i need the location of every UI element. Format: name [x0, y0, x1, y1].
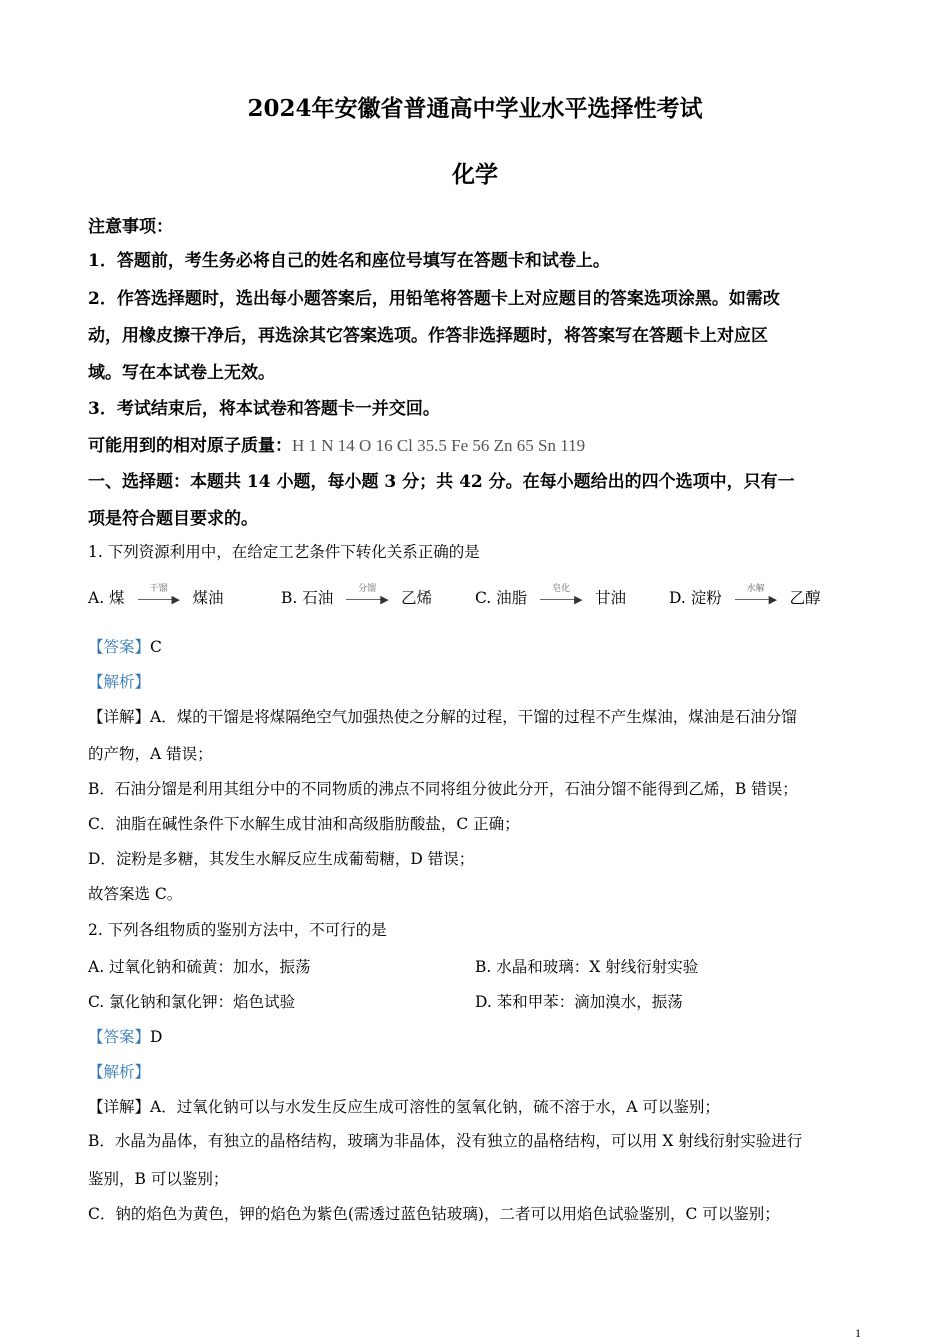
q1-detail-line-2: 的产物，A 错误；: [88, 745, 213, 763]
reaction-arrow-icon: 水解 ▶: [733, 589, 779, 609]
q2-answer: [88, 1025, 162, 1047]
q2-analysis-tag: 【解析】: [88, 1063, 151, 1081]
section-heading-line-2: 项是符合题目要求的。: [88, 509, 258, 529]
q2-option-c: C. 氯化钠和氯化钾：焰色试验: [88, 993, 296, 1011]
q1-answer-value: C: [150, 638, 162, 656]
atomic-mass-values: H 1 N 14 O 16 Cl 35.5 Fe 56 Zn 65 Sn 119: [292, 436, 586, 455]
notice-heading: 注意事项：: [88, 217, 173, 237]
q1-option-a-product: 煤油: [192, 589, 224, 607]
q1-option-c-product: 甘油: [595, 589, 627, 607]
q2-option-b: B. 水晶和玻璃：X 射线衍射实验: [475, 958, 699, 976]
q2-option-a: A. 过氧化钠和硫黄：加水，振荡: [88, 958, 311, 976]
exam-title: 2024年安徽省普通高中学业水平选择性考试: [247, 95, 703, 122]
q1-option-b: [281, 586, 432, 609]
q1-analysis-tag: 【解析】: [88, 673, 151, 691]
q2-detail-line-3: 鉴别，B 可以鉴别；: [88, 1170, 229, 1188]
q1-option-d: [669, 586, 821, 609]
q1-option-c: [475, 586, 626, 609]
detail-tag: 【详解】: [88, 1098, 151, 1116]
q1-option-c-reactant: C. 油脂: [475, 589, 528, 607]
answer-tag: 【答案】: [88, 1028, 151, 1046]
notice-item-2-line-2: 动，用橡皮擦干净后，再选涂其它答案选项。作答非选择题时，将答案写在答题卡上对应区: [88, 326, 768, 346]
q2-answer-value: D: [150, 1028, 163, 1046]
section-heading-line-1: 一、选择题：本题共 14 小题，每小题 3 分；共 42 分。在每小题给出的四个选项中，只有一: [88, 472, 795, 492]
notice-item-2-line-1: 2．作答选择题时，选出每小题答案后，用铅笔将答题卡上对应题目的答案选项涂黑。如需改: [88, 289, 780, 309]
q1-option-d-product: 乙醇: [789, 589, 821, 607]
q1-detail-text-1: A．煤的干馏是将煤隔绝空气加强热使之分解的过程，干馏的过程不产生煤油，煤油是石油分馏: [150, 708, 797, 726]
reaction-arrow-icon: 皂化 ▶: [538, 589, 584, 609]
notice-item-3: 3．考试结束后，将本试卷和答题卡一并交回。: [88, 399, 440, 419]
q1-option-a-condition: 干馏: [149, 584, 168, 594]
q1-option-b-condition: 分馏: [358, 584, 377, 594]
atomic-mass-label: 可能用到的相对原子质量：: [88, 436, 292, 456]
q1-option-a-reactant: A. 煤: [88, 589, 125, 607]
q2-detail-line-4: C．钠的焰色为黄色，钾的焰色为紫色(需透过蓝色钴玻璃)，二者可以用焰色试验鉴别，C 可以鉴别；: [88, 1205, 780, 1223]
q1-option-d-reactant: D. 淀粉: [669, 589, 722, 607]
q2-stem: 2. 下列各组物质的鉴别方法中，不可行的是: [88, 921, 387, 939]
answer-tag: 【答案】: [88, 638, 151, 656]
page-number: 1: [855, 1326, 861, 1340]
atomic-mass-line: [88, 431, 585, 456]
q1-detail-line-5: D．淀粉是多糖，其发生水解反应生成葡萄糖，D 错误；: [88, 850, 475, 868]
notice-item-1: 1．答题前，考生务必将自己的姓名和座位号填写在答题卡和试卷上。: [88, 251, 610, 271]
q1-stem: 1. 下列资源利用中，在给定工艺条件下转化关系正确的是: [88, 543, 480, 561]
q1-detail-line-6: 故答案选 C。: [88, 885, 183, 903]
reaction-arrow-icon: 干馏 ▶: [136, 589, 182, 609]
detail-tag: 【详解】: [88, 708, 151, 726]
q2-option-d: D. 苯和甲苯：滴加溴水，振荡: [475, 993, 683, 1011]
q2-detail-line-2: B．水晶为晶体，有独立的晶格结构，玻璃为非晶体，没有独立的晶格结构，可以用 X 射线衍射实验进行: [88, 1132, 803, 1150]
q1-option-d-condition: 水解: [746, 584, 765, 594]
q1-option-b-reactant: B. 石油: [281, 589, 334, 607]
q1-option-a: [88, 586, 223, 609]
q1-option-b-product: 乙烯: [401, 589, 433, 607]
reaction-arrow-icon: 分馏 ▶: [344, 589, 390, 609]
q1-option-c-condition: 皂化: [552, 584, 571, 594]
q1-detail-line-3: B．石油分馏是利用其组分中的不同物质的沸点不同将组分彼此分开，石油分馏不能得到乙烯，B 错误；: [88, 780, 798, 798]
q1-answer: [88, 635, 162, 657]
q2-detail-line-1: [88, 1095, 720, 1117]
q2-detail-text-1: A．过氧化钠可以与水发生反应生成可溶性的氢氧化钠，硫不溶于水，A 可以鉴别；: [150, 1098, 720, 1116]
notice-item-2-line-3: 域。写在本试卷上无效。: [88, 363, 275, 383]
subject-title: 化学: [452, 161, 498, 188]
q1-detail-line-1: [88, 705, 797, 727]
q1-detail-line-4: C．油脂在碱性条件下水解生成甘油和高级脂肪酸盐，C 正确；: [88, 815, 520, 833]
